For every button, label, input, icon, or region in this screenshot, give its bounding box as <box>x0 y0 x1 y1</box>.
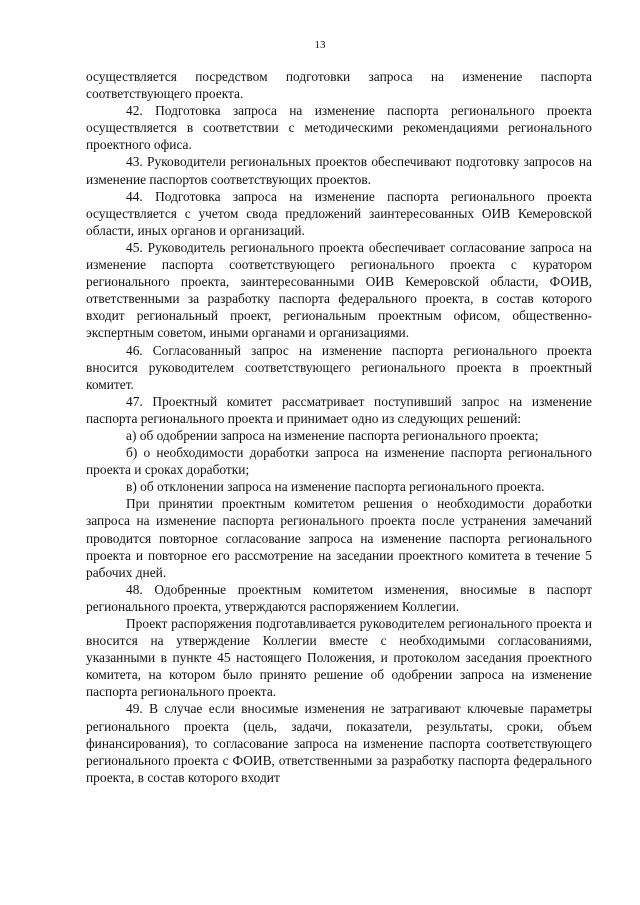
paragraph-48: 48. Одобренные проектным комитетом изменения, вносимые в паспорт регионального проекта, утверждаются распоряжением Коллегии. <box>86 581 592 614</box>
paragraph-45: 45. Руководитель регионального проекта обеспечивает согласование запроса на изменение паспорта соответствующего регионального проекта с куратором регионального проекта, заинтересованными ОИВ Кемеровской области, ФОИВ, ответственными за разработку паспорта федерального проекта, в состав которого входит региональный проект, региональным проектным офисом, общественно-экспертным советом, иными органами и организациями. <box>86 239 592 341</box>
paragraph-49: 49. В случае если вносимые изменения не затрагивают ключевые параметры регионального проекта (цель, задачи, показатели, результаты, сроки, объем финансирования), то согласование запроса на изменение паспорта соответствующего регионального проекта с ФОИВ, ответственными за разработку паспорта федерального проекта, в состав которого входит <box>86 701 592 785</box>
paragraph-47d: При принятии проектным комитетом решения о необходимости доработки запроса на изменение паспорта регионального проекта после устранения замечаний проводится повторное согласование запроса на изменение паспорта регионального проекта и повторное его рассмотрение на заседании проектного комитета в течение 5 рабочих дней. <box>86 496 592 580</box>
paragraph-47c: в) об отклонении запроса на изменение паспорта регионального проекта. <box>126 479 545 495</box>
document-body <box>86 68 592 786</box>
paragraph-44: 44. Подготовка запроса на изменение паспорта регионального проекта осуществляется с учетом свода предложений заинтересованных ОИВ Кемеровской области, иных органов и организаций. <box>86 188 592 238</box>
paragraph-42: 42. Подготовка запроса на изменение паспорта регионального проекта осуществляется в соответствии с методическими рекомендациями регионального проектного офиса. <box>86 103 592 153</box>
page-number: 13 <box>314 39 326 51</box>
paragraph-47b: б) о необходимости доработки запроса на изменение паспорта регионального проекта и сроках доработки; <box>86 445 592 478</box>
paragraph-47a: а) об одобрении запроса на изменение паспорта регионального проекта; <box>126 427 539 443</box>
paragraph-46: 46. Согласованный запрос на изменение паспорта регионального проекта вносится руководителем соответствующего регионального проекта в проектный комитет. <box>86 342 592 392</box>
paragraph-47: 47. Проектный комитет рассматривает поступивший запрос на изменение паспорта регионального проекта и принимает одно из следующих решений: <box>86 393 592 426</box>
paragraph-48a: Проект распоряжения подготавливается руководителем регионального проекта и вносится на утверждение Коллегии вместе с необходимыми согласованиями, указанными в пункте 45 настоящего Положения, и протоколом заседания проектного комитета, на котором было принято решение об одобрении запроса на изменение паспорта регионального проекта. <box>86 616 592 700</box>
paragraph-43: 43. Руководители региональных проектов обеспечивают подготовку запросов на изменение паспортов соответствующих проектов. <box>86 154 592 187</box>
paragraph-cont: осуществляется посредством подготовки запроса на изменение паспорта соответствующего проекта. <box>86 69 592 102</box>
